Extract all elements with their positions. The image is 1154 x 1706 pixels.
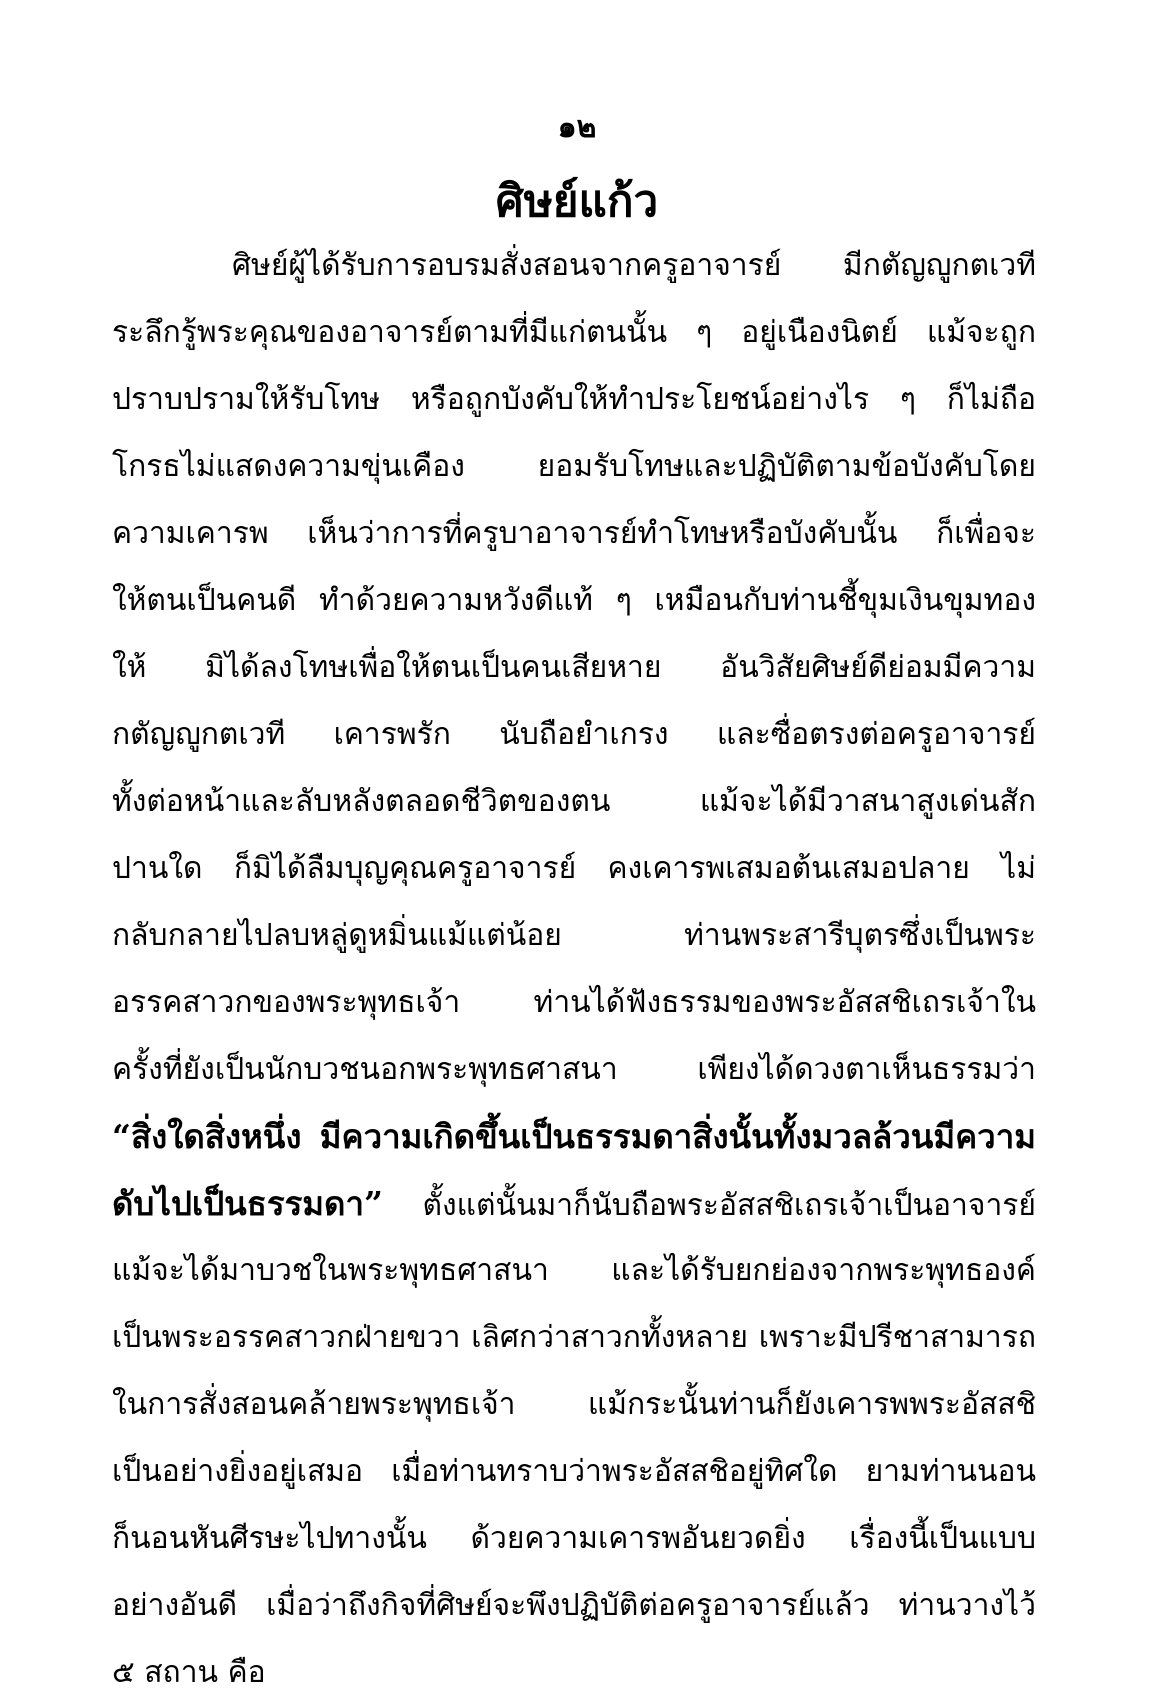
body-text <box>112 232 1036 1706</box>
paragraph-line: ให้ตนเป็นคนดี ทำด้วยความหวังดีแท้ ๆ เหมือนกับท่านชี้ขุมเงินขุมทอง <box>112 583 1036 618</box>
paragraph-line: ปานใด ก็มิได้ลืมบุญคุณครูอาจารย์ คงเคารพเสมอต้นเสมอปลาย ไม่ <box>112 851 1036 886</box>
quote-line-mixed <box>112 1170 1036 1237</box>
page-title: ศิษย์แก้ว <box>495 176 659 227</box>
paragraph-line: เป็นอย่างยิ่งอยู่เสมอ เมื่อท่านทราบว่าพระอัสสชิอยู่ทิศใด ยามท่านนอน <box>112 1454 1036 1489</box>
paragraph-line: โกรธไม่แสดงความขุ่นเคือง ยอมรับโทษและปฏิบัติตามข้อบังคับโดย <box>112 449 1036 484</box>
paragraph-line: ครั้งที่ยังเป็นนักบวชนอกพระพุทธศาสนา เพียงได้ดวงตาเห็นธรรมว่า <box>112 1052 1036 1087</box>
quote-line-rest: ตั้งแต่นั้นมาก็นับถือพระอัสสชิเถรเจ้าเป็นอาจารย์ <box>383 1188 1036 1223</box>
paragraph-line: ก็นอนหันศีรษะไปทางนั้น ด้วยความเคารพอันยวดยิ่ง เรื่องนี้เป็นแบบ <box>112 1521 1036 1556</box>
paragraph-line: แม้จะได้มาบวชในพระพุทธศาสนา และได้รับยกย่องจากพระพุทธองค์ <box>112 1253 1036 1288</box>
paragraph-line: ระลึกรู้พระคุณของอาจารย์ตามที่มีแก่ตนนั้น ๆ อยู่เนืองนิตย์ แม้จะถูก <box>112 315 1036 350</box>
paragraph-line: ให้ มิได้ลงโทษเพื่อให้ตนเป็นคนเสียหาย อันวิสัยศิษย์ดีย่อมมีความ <box>112 650 1036 685</box>
paragraph-line: ทั้งต่อหน้าและลับหลังตลอดชีวิตของตน แม้จะได้มีวาสนาสูงเด่นสัก <box>112 784 1036 819</box>
paragraph-line: ในการสั่งสอนคล้ายพระพุทธเจ้า แม้กระนั้นท่านก็ยังเคารพพระอัสสชิ <box>112 1387 1036 1422</box>
paragraph-line: อย่างอันดี เมื่อว่าถึงกิจที่ศิษย์จะพึงปฏิบัติต่อครูอาจารย์แล้ว ท่านวางไว้ <box>112 1588 1036 1623</box>
page-number: ๑๒ <box>557 110 597 145</box>
paragraph-last-line: ๕ สถาน คือ <box>112 1655 266 1690</box>
paragraph-line: ปราบปรามให้รับโทษ หรือถูกบังคับให้ทำประโยชน์อย่างไร ๆ ก็ไม่ถือ <box>112 382 1036 417</box>
quote-line: “สิ่งใดสิ่งหนึ่ง มีความเกิดขึ้นเป็นธรรมดาสิ่งนั้นทั้งมวลล้วนมีความ <box>112 1117 1036 1156</box>
paragraph-line: ความเคารพ เห็นว่าการที่ครูบาอาจารย์ทำโทษหรือบังคับนั้น ก็เพื่อจะ <box>112 516 1036 551</box>
paragraph-line: เป็นพระอรรคสาวกฝ่ายขวา เลิศกว่าสาวกทั้งหลาย เพราะมีปรีชาสามารถ <box>112 1320 1036 1355</box>
paragraph-line: กตัญญูกตเวที เคารพรัก นับถือยำเกรง และซื่อตรงต่อครูอาจารย์ <box>112 717 1036 752</box>
paragraph-line: อรรคสาวกของพระพุทธเจ้า ท่านได้ฟังธรรมของพระอัสสชิเถรเจ้าใน <box>112 985 1036 1020</box>
paragraph-line: กลับกลายไปลบหลู่ดูหมิ่นแม้แต่น้อย ท่านพระสารีบุตรซึ่งเป็นพระ <box>112 918 1036 953</box>
quote-end-bold: ดับไปเป็นธรรมดา” <box>112 1184 383 1223</box>
paragraph-line: ศิษย์ผู้ได้รับการอบรมสั่งสอนจากครูอาจารย์ มีกตัญญูกตเวที <box>232 248 1036 283</box>
